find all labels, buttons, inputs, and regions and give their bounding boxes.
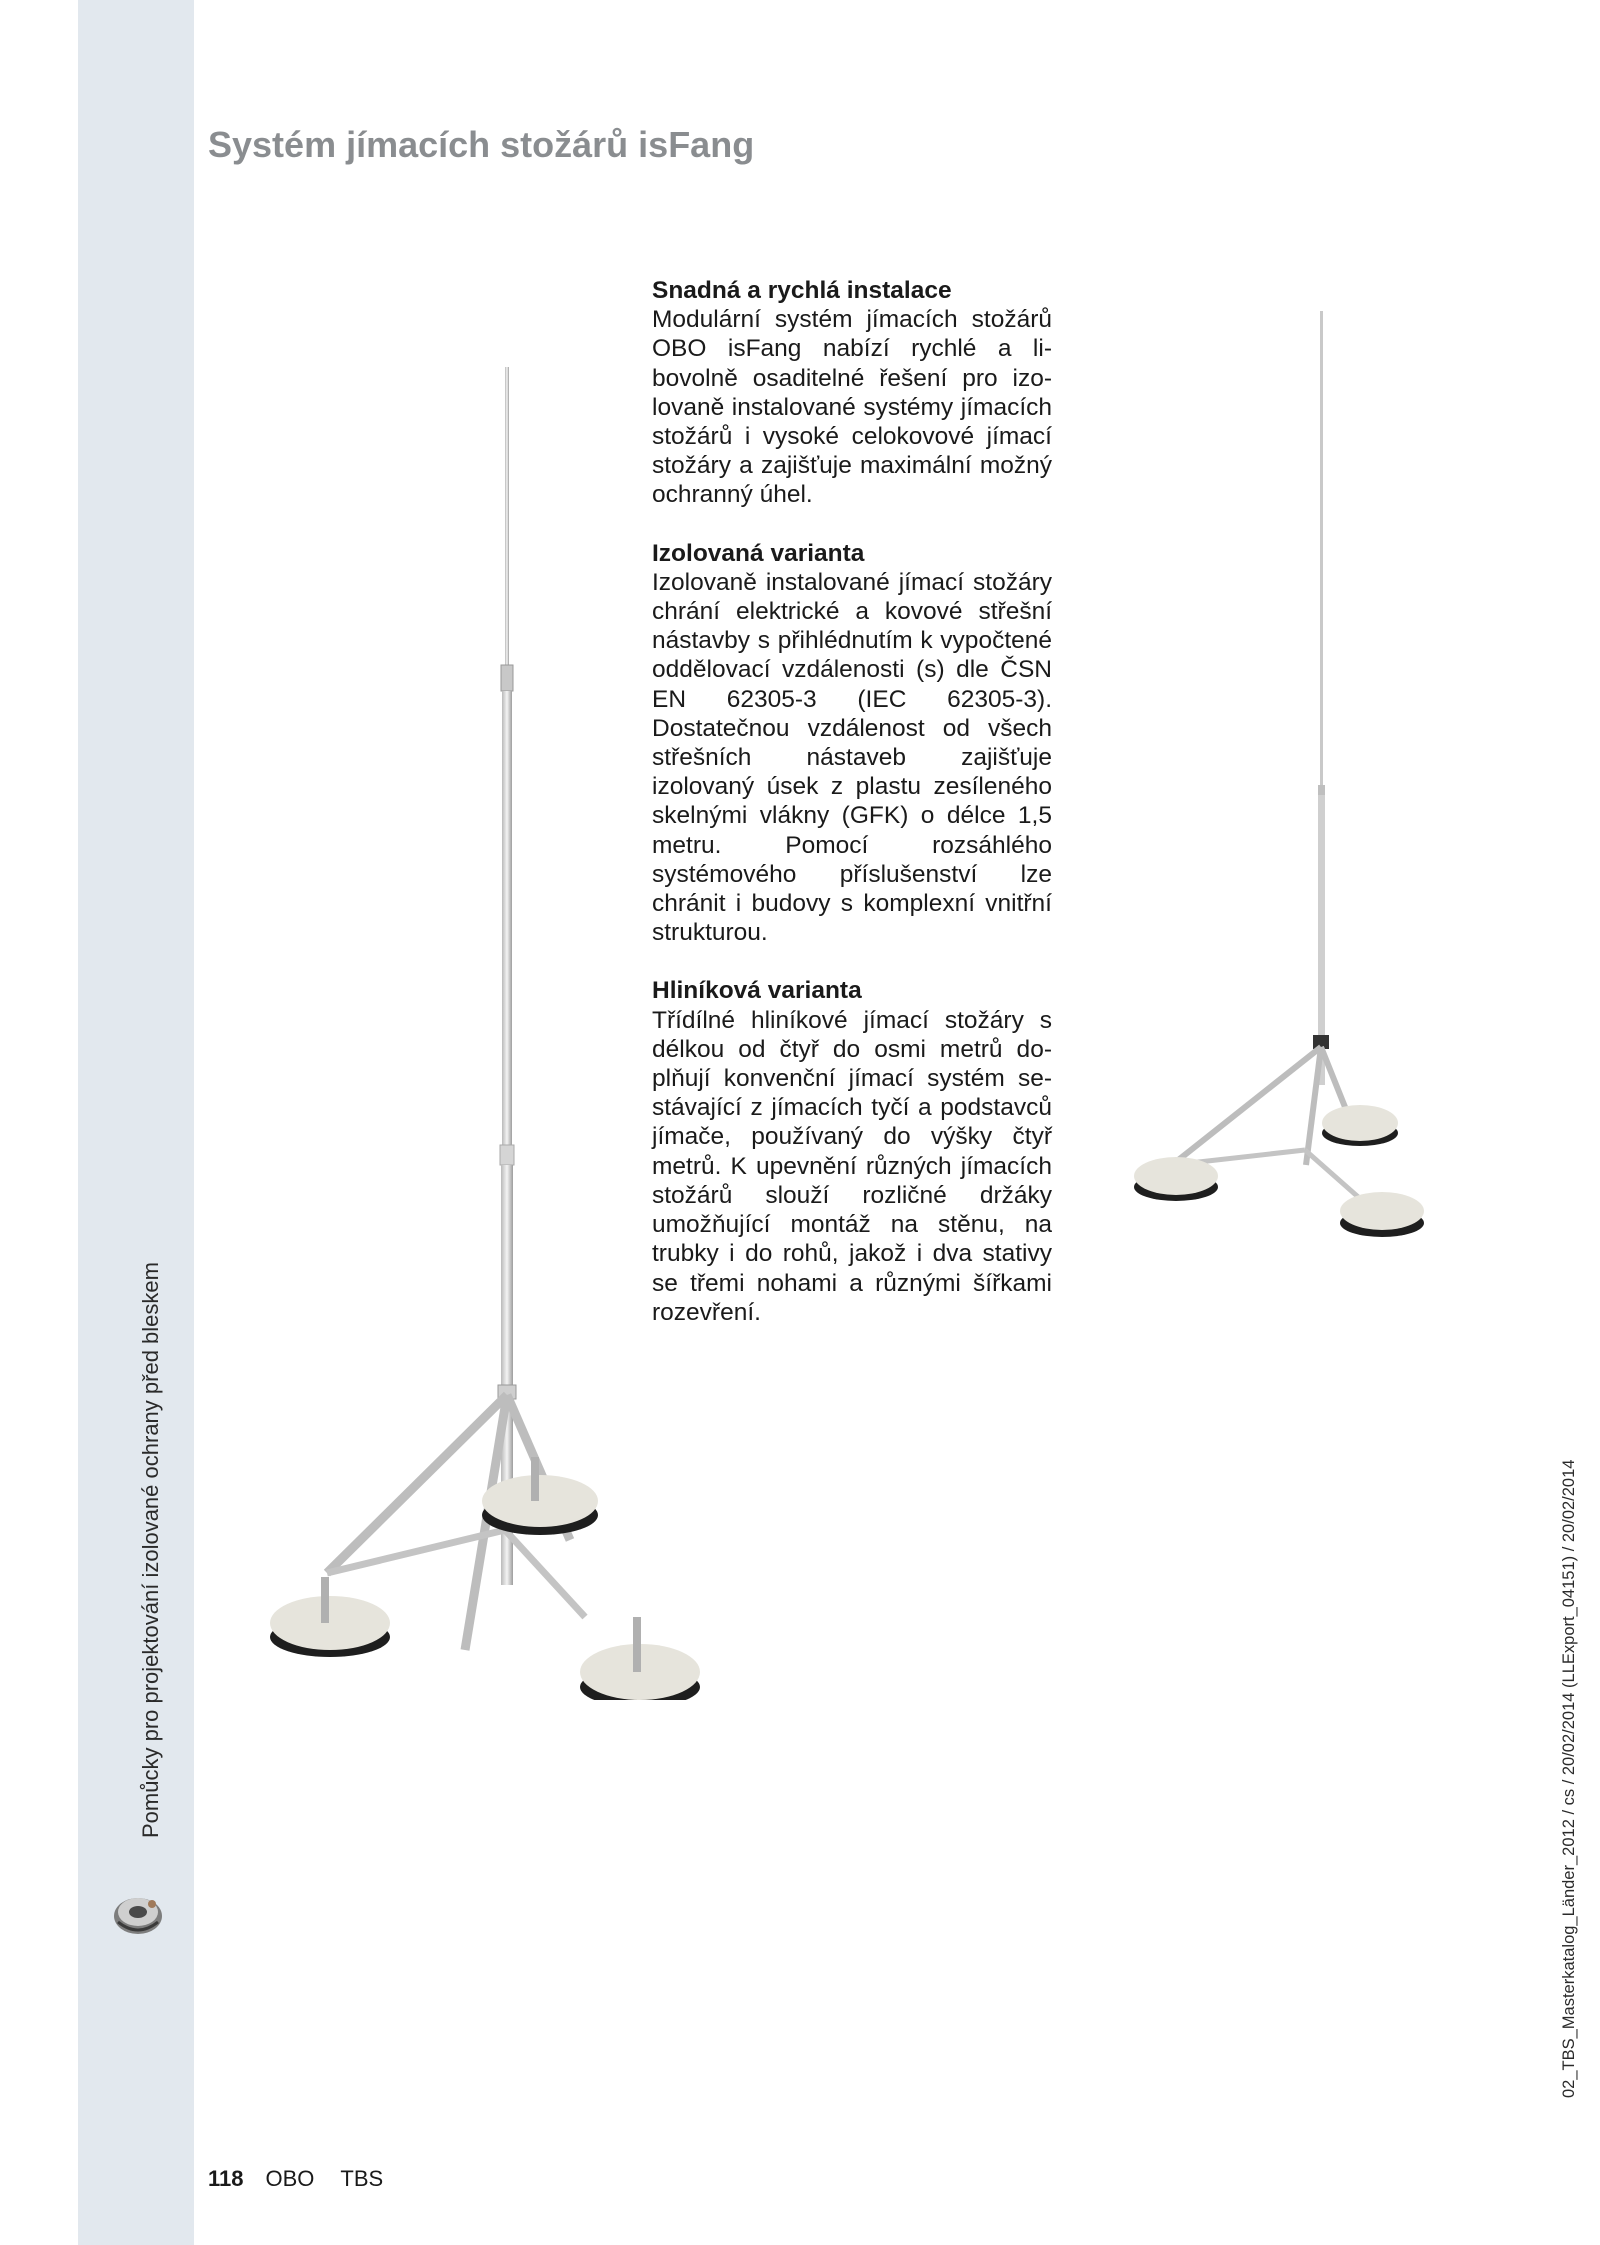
section-heading: Snadná a rychlá instalace [652,277,952,304]
footer-division: TBS [340,2166,384,2191]
section-body: Třídílné hliníkové jímací stožáry s délkou od čtyř do osmi metrů doplňují konvenční jímací systém sestávající z jímacích tyčí a podstavců jímače, používaný do výšky čtyř metrů. K upevnění různých jímacích stožárů slouží rozličné držáky umožňující montáž na stěnu, na trubky i do rohů, jakož i dva stativy se třemi nohami a různými šířkami rozevření. [652,1006,1052,1326]
isolated-mast-image [255,355,725,1700]
section-body: Modulární systém jímacích stožárů OBO isFang nabízí rychlé a libovolně osaditelné řešení pro izolovaně instalované systémy jímacích stožárů i vysoké celokovové jímací stožáry a zajišťuje maximální možný ochranný úhel. [652,306,1052,509]
job-code: 02_TBS_Masterkatalog_Länder_2012 / cs / 20/02/2014 (LLExport_04151) / 20/02/2014 [1560,1459,1578,2098]
section-heading: Hliníková varianta [652,977,862,1005]
page-title: Systém jímacích stožárů isFang [208,124,755,165]
section-heading: Izolovaná varianta [652,539,865,567]
footer-brand: OBO [265,2166,315,2191]
aluminium-mast-image [1120,305,1440,1245]
page-footer [208,2166,383,2192]
lightning-protection-icon [108,1882,168,1942]
page-number: 118 [208,2166,244,2191]
section-body: Izolovaně instalované jímací stožáry chrání elektrické a kovové střešní nástavby s přihlédnutím k vypočtené oddělovací vzdálenosti (s) dle ČSN EN 62305-3 (IEC 62305-3). Dostatečnou vzdálenost od všech střešních nástaveb zajišťuje izolovaný úsek z plastu zesíleného skelnými vlákny (GFK) o délce 1,5 metru. Pomocí rozsáhlého systémového příslušenství lze chránit i budovy s komplexní vnitřní strukturou. [652,568,1052,947]
side-chapter-label: Pomůcky pro projektování izolované ochrany před bleskem [138,1262,163,1838]
